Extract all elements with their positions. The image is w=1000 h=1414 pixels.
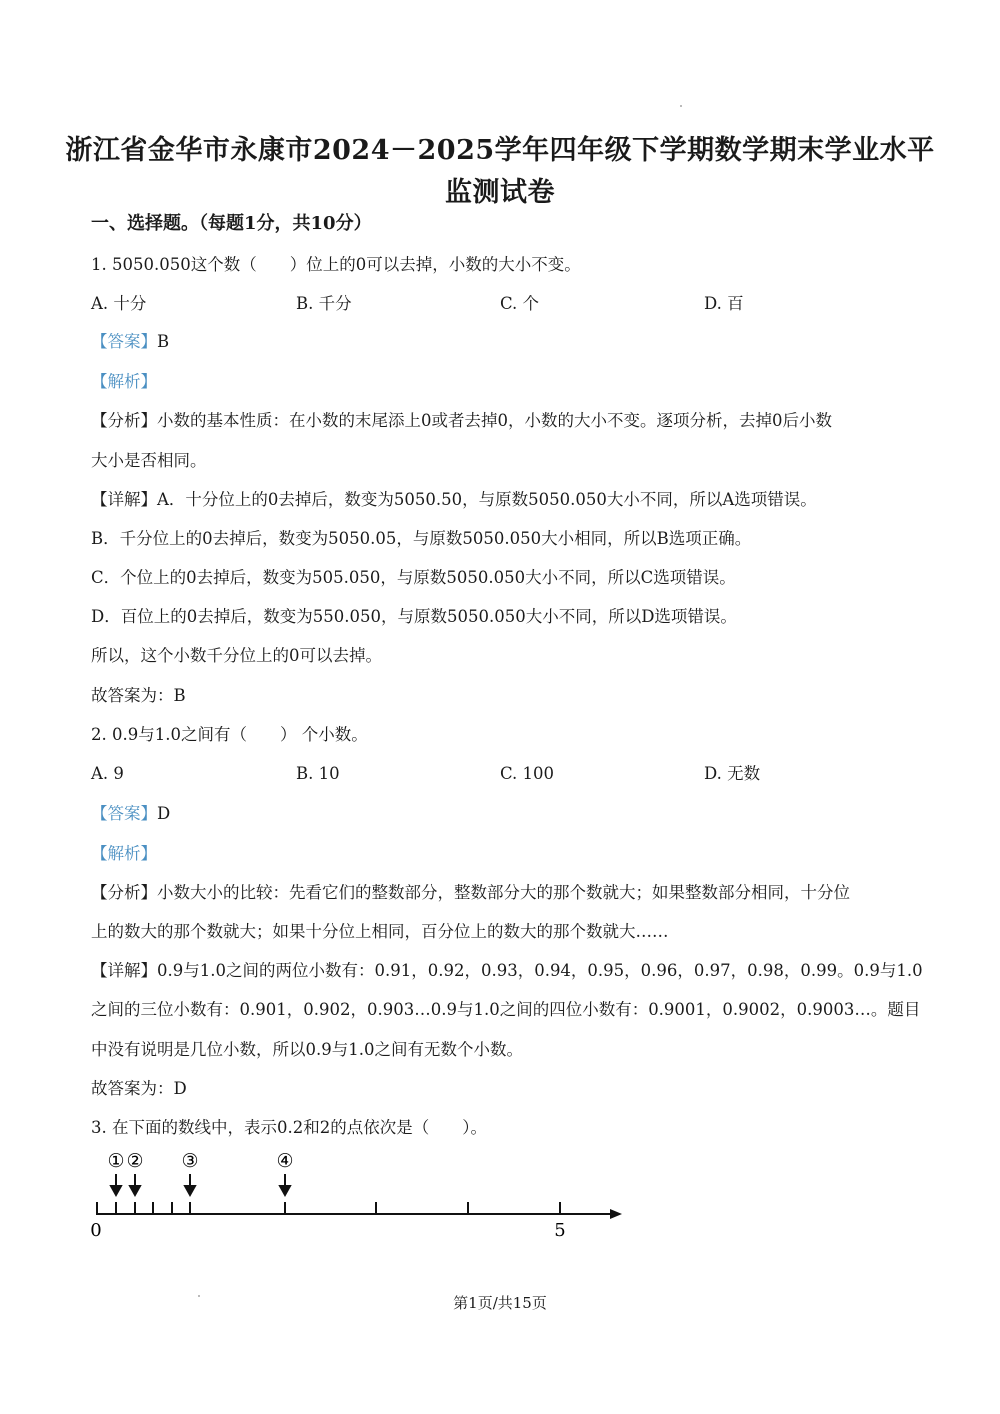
answer-tag: 【答案】 xyxy=(91,332,157,351)
answer-tag: 【答案】 xyxy=(91,804,157,823)
title-line-1: 浙江省金华市永康市2024－2025学年四年级下学期数学期末学业水平 xyxy=(65,135,935,166)
marker-1-label: ① xyxy=(107,1150,125,1172)
jiexi-tag: 【解析】 xyxy=(91,372,157,391)
q1-fenxi xyxy=(91,409,921,433)
q2-jiexi xyxy=(91,842,921,866)
q2-detail-2: 之间的三位小数有：0.901，0.902，0.903…0.9与1.0之间的四位小数有：0.9001，0.9002，0.9003…。题目 xyxy=(91,1000,921,1019)
q1-answer xyxy=(91,330,921,354)
q2-option-c: C. 100 xyxy=(500,764,555,783)
q1-option-a: A. 十分 xyxy=(91,294,147,313)
fenxi-text: 小数大小的比较：先看它们的整数部分，整数部分大的那个数就大；如果整数部分相同，十分位 xyxy=(157,883,850,902)
arrow-1-head-icon xyxy=(111,1186,121,1195)
answer-value: B xyxy=(157,332,170,351)
scan-speck xyxy=(680,105,682,107)
q1-jiexi xyxy=(91,370,921,394)
axis-arrow-icon xyxy=(610,1209,622,1219)
q1-fenxi-cont: 大小是否相同。 xyxy=(91,451,207,470)
q1-final: 故答案为：B xyxy=(91,686,186,705)
q2-option-d: D. 无数 xyxy=(704,764,761,783)
label-five: 5 xyxy=(554,1220,566,1241)
q3-stem: 3. 在下面的数线中，表示0.2和2的点依次是（ ）。 xyxy=(91,1118,487,1137)
section-heading: 一、选择题。（每题1分，共10分） xyxy=(91,213,372,234)
q2-stem: 2. 0.9与1.0之间有（ ） 个小数。 xyxy=(91,725,368,744)
q2-detail-1 xyxy=(91,959,921,983)
detail-text: A．十分位上的0去掉后，数变为5050.50，与原数5050.050大小不同，所以A选项错误。 xyxy=(157,490,817,509)
q2-detail-3: 中没有说明是几位小数，所以0.9与1.0之间有无数个小数。 xyxy=(91,1040,523,1059)
page-footer: 第1页/共15页 xyxy=(453,1294,547,1312)
q1-option-c: C. 个 xyxy=(500,294,540,313)
q2-final: 故答案为：D xyxy=(91,1079,187,1098)
number-line-figure xyxy=(86,1146,646,1246)
label-zero: 0 xyxy=(90,1220,102,1241)
marker-2-label: ② xyxy=(126,1150,144,1172)
q1-detail-d: D．百位上的0去掉后，数变为550.050，与原数5050.050大小不同，所以D选项错误。 xyxy=(91,607,737,626)
fenxi-tag: 【分析】 xyxy=(91,883,157,902)
q2-option-a: A. 9 xyxy=(91,764,124,783)
q1-detail-a xyxy=(91,488,921,512)
fenxi-tag: 【分析】 xyxy=(91,411,157,430)
fenxi-text: 小数的基本性质：在小数的末尾添上0或者去掉0，小数的大小不变。逐项分析，去掉0后小数 xyxy=(157,411,832,430)
arrow-2-head-icon xyxy=(130,1186,140,1195)
q2-option-b: B. 10 xyxy=(296,764,340,783)
q1-detail-b: B．千分位上的0去掉后，数变为5050.05，与原数5050.050大小相同，所以B选项正确。 xyxy=(91,529,752,548)
scan-speck xyxy=(198,1295,200,1297)
q1-conclusion: 所以，这个小数千分位上的0可以去掉。 xyxy=(91,646,382,665)
arrow-4-head-icon xyxy=(280,1186,290,1195)
q2-fenxi xyxy=(91,881,921,905)
marker-4-label: ④ xyxy=(276,1150,294,1172)
xiangjie-tag: 【详解】 xyxy=(91,961,157,980)
jiexi-tag: 【解析】 xyxy=(91,844,157,863)
q1-option-d: D. 百 xyxy=(704,294,744,313)
q1-detail-c: C．个位上的0去掉后，数变为505.050，与原数5050.050大小不同，所以C选项错误。 xyxy=(91,568,736,587)
xiangjie-tag: 【详解】 xyxy=(91,490,157,509)
marker-3-label: ③ xyxy=(181,1150,199,1172)
q1-stem: 1. 5050.050这个数（ ）位上的0可以去掉，小数的大小不变。 xyxy=(91,255,581,274)
q1-option-b: B. 千分 xyxy=(296,294,352,313)
arrow-3-head-icon xyxy=(185,1186,195,1195)
q2-fenxi-cont: 上的数大的那个数就大；如果十分位上相同，百分位上的数大的那个数就大…… xyxy=(91,922,669,941)
q2-answer xyxy=(91,802,921,826)
title-line-2: 监测试卷 xyxy=(445,177,555,208)
answer-value: D xyxy=(157,804,171,823)
detail-text: 0.9与1.0之间的两位小数有：0.91，0.92，0.93，0.94，0.95，0.96，0.97，0.98，0.99。0.9与1.0 xyxy=(157,961,923,980)
